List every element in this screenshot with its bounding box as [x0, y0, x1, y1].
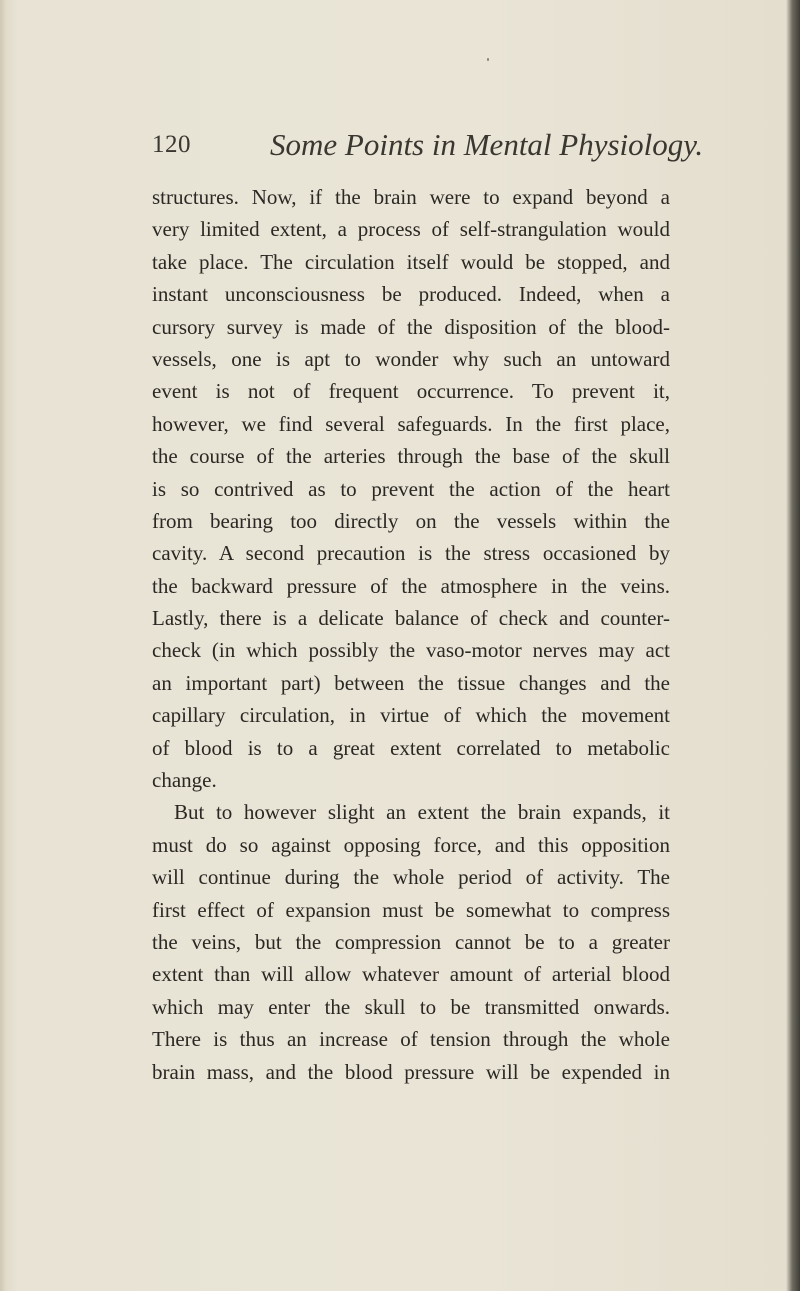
text-line: event is not of frequent occurrence. To prevent it,: [152, 379, 670, 404]
text-line: which may enter the skull to be transmitted onwards.: [152, 994, 670, 1019]
text-line: structures. Now, if the brain were to expand beyond a: [152, 185, 670, 209]
text-line: vessels, one is apt to wonder why such an untoward: [152, 346, 670, 371]
text-line: the backward pressure of the atmosphere in the veins.: [152, 573, 670, 598]
text-line: extent than will allow whatever amount of arterial blood: [152, 962, 670, 987]
text-line: instant unconsciousness be produced. Indeed, when a: [152, 282, 670, 307]
text-line: an important part) between the tissue changes and the: [152, 670, 670, 695]
text-line: check (in which possibly the vaso-motor nerves may act: [152, 638, 670, 663]
text-line: will continue during the whole period of activity. The: [152, 865, 670, 890]
running-title: Some Points in Mental Physiology.: [270, 127, 704, 162]
paper-speck: [487, 58, 489, 61]
gutter-shadow: [0, 0, 6, 1291]
page-number: 120: [152, 131, 191, 158]
text-line: the veins, but the compression cannot be to a greater: [152, 929, 670, 954]
paragraph-start-line: But to however slight an extent the brain expands, it: [174, 800, 670, 825]
text-line: cavity. A second precaution is the stress occasioned by: [152, 541, 670, 566]
body-text: [152, 181, 670, 1088]
text-line: capillary circulation, in virtue of which the movement: [152, 703, 670, 728]
page-edge-shadow: [786, 0, 800, 1291]
page-header: [152, 127, 704, 171]
text-line: first effect of expansion must be somewhat to compress: [152, 897, 670, 922]
text-line: There is thus an increase of tension through the whole: [152, 1027, 670, 1052]
text-line: from bearing too directly on the vessels within the: [152, 508, 670, 533]
text-line: the course of the arteries through the base of the skull: [152, 444, 670, 469]
text-line: very limited extent, a process of self-strangulation would: [152, 217, 670, 242]
text-line: must do so against opposing force, and this opposition: [152, 832, 670, 857]
text-line: cursory survey is made of the disposition of the blood-: [152, 314, 670, 339]
text-line: take place. The circulation itself would be stopped, and: [152, 249, 670, 274]
text-line: is so contrived as to prevent the action of the heart: [152, 476, 670, 501]
text-line: of blood is to a great extent correlated to metabolic: [152, 735, 670, 760]
text-line: however, we find several safeguards. In the first place,: [152, 411, 670, 436]
paragraph-end-line: change.: [152, 768, 217, 793]
text-line: Lastly, there is a delicate balance of check and counter-: [152, 606, 670, 631]
text-line: brain mass, and the blood pressure will be expended in: [152, 1059, 670, 1084]
